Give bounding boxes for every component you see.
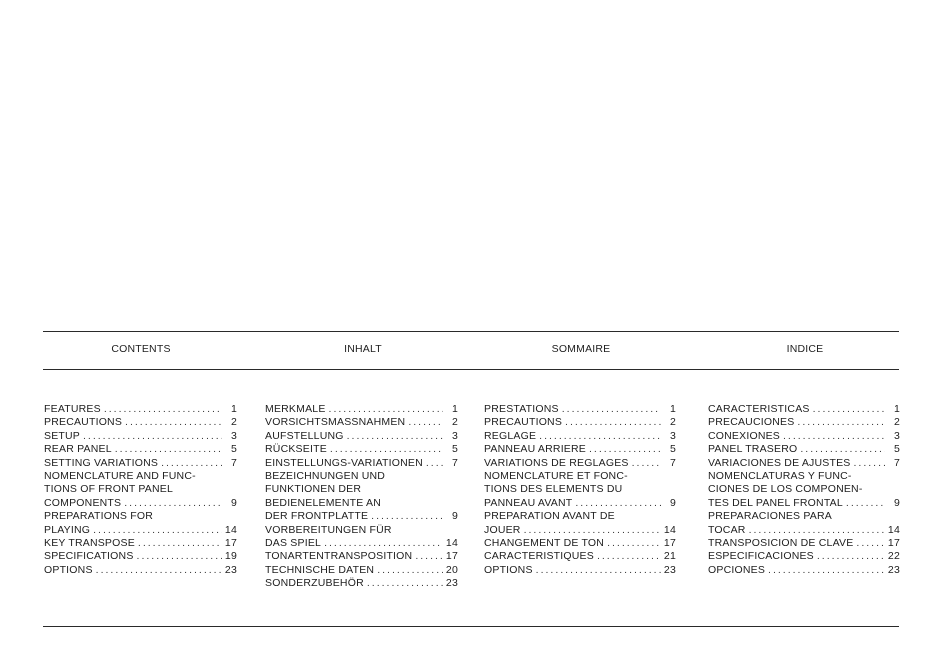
leader-dots (632, 457, 661, 470)
toc-entry (44, 430, 237, 443)
toc-entry (44, 550, 237, 563)
leader-dots (125, 416, 222, 429)
toc-entry (484, 564, 676, 577)
toc-entry (708, 524, 900, 537)
toc-entry-title: BEZEICHNUNGEN UND (265, 469, 386, 482)
toc-entry (265, 470, 458, 483)
toc-entry-page: 14 (224, 523, 237, 536)
leader-dots (539, 430, 661, 443)
leader-dots (371, 510, 443, 523)
toc-entry (484, 537, 676, 550)
leader-dots (797, 416, 885, 429)
toc-entry-title: REAR PANEL (44, 443, 112, 456)
toc-entry (708, 537, 900, 550)
leader-dots (813, 403, 885, 416)
toc-entry-title: BEDIENELEMENTE AN (265, 496, 382, 509)
leader-dots (536, 564, 661, 577)
toc-entry (484, 416, 676, 429)
toc-entry (708, 443, 900, 456)
toc-entry (484, 470, 676, 483)
toc-entry (708, 470, 900, 483)
toc-entry (484, 524, 676, 537)
leader-dots (768, 564, 885, 577)
leader-dots (575, 497, 661, 510)
toc-entry (484, 497, 676, 510)
toc-entry-title: SETUP (44, 429, 81, 442)
toc-entry-title: OPTIONS (484, 563, 533, 576)
leader-dots (347, 430, 443, 443)
leader-dots (330, 443, 443, 456)
toc-entry-title: PREPARATIONS FOR (44, 510, 153, 523)
leader-dots (524, 524, 661, 537)
leader-dots (749, 524, 885, 537)
leader-dots (854, 457, 886, 470)
toc-entry-title: PRECAUTIONS (484, 416, 563, 429)
toc-entry-page: 2 (669, 416, 676, 429)
toc-entry-title: VARIACIONES DE AJUSTES (708, 456, 851, 469)
toc-entry-title: SETTING VARIATIONS (44, 456, 159, 469)
toc-entry-title: JOUER (484, 523, 521, 536)
toc-entry (484, 550, 676, 563)
toc-entry-title: TONARTENTRANSPOSITION (265, 550, 413, 563)
leader-dots (324, 537, 443, 550)
leader-dots (562, 403, 661, 416)
leader-dots (124, 497, 222, 510)
toc-entry-title: NOMENCLATURE AND FUNC- (44, 469, 196, 482)
toc-entry-page: 3 (669, 429, 676, 442)
toc-entry (44, 403, 237, 416)
toc-entry-page: 17 (887, 536, 900, 549)
leader-dots (415, 550, 443, 563)
column-english (44, 403, 237, 577)
toc-entry-title: PANNEAU ARRIERE (484, 443, 586, 456)
toc-entry-title: PRESTATIONS (484, 403, 559, 415)
toc-entry-page: 2 (451, 416, 458, 429)
toc-entry (484, 430, 676, 443)
toc-entry (265, 564, 458, 577)
toc-entry-title: KEY TRANSPOSE (44, 536, 135, 549)
toc-entry (44, 510, 237, 523)
toc-entry-page: 23 (663, 563, 676, 576)
toc-entry-page: 9 (451, 510, 458, 523)
toc-entry (708, 510, 900, 523)
toc-entry (708, 564, 900, 577)
toc-entry-title: CARACTERISTIQUES (484, 550, 594, 563)
toc-entry-page: 3 (451, 429, 458, 442)
toc-entry-page: 1 (669, 403, 676, 415)
leader-dots (856, 537, 885, 550)
toc-entry-page: 14 (887, 523, 900, 536)
toc-entry (708, 497, 900, 510)
toc-entry-page: 1 (451, 403, 458, 415)
heading-rule (43, 369, 899, 370)
leader-dots (104, 403, 222, 416)
toc-entry-page: 9 (230, 496, 237, 509)
toc-entry-title: CIONES DE LOS COMPONEN- (708, 483, 863, 496)
toc-entry (265, 510, 458, 523)
toc-entry-page: 3 (230, 429, 237, 442)
toc-entry-page: 7 (230, 456, 237, 469)
leader-dots (589, 443, 661, 456)
column-german (265, 403, 458, 590)
toc-entry (44, 483, 237, 496)
heading-indice: INDICE (786, 343, 824, 355)
toc-entry-title: PANNEAU AVANT (484, 496, 573, 509)
toc-entry-page: 1 (230, 403, 237, 415)
toc-entry-title: RÜCKSEITE (265, 443, 327, 456)
heading-inhalt: INHALT (344, 343, 382, 355)
toc-entry (265, 497, 458, 510)
toc-entry-page: 14 (663, 523, 676, 536)
toc-entry-page: 2 (230, 416, 237, 429)
toc-entry-page: 23 (887, 563, 900, 576)
leader-dots (846, 497, 885, 510)
toc-entry-page: 14 (445, 536, 458, 549)
toc-entry-title: TIONS DES ELEMENTS DU (484, 483, 623, 496)
toc-entry (708, 550, 900, 563)
toc-entry (484, 483, 676, 496)
toc-entry (265, 430, 458, 443)
toc-entry-title: COMPONENTS (44, 496, 122, 509)
leader-dots (137, 550, 222, 563)
column-spanish (708, 403, 900, 577)
leader-dots (367, 577, 443, 590)
toc-entry-title: ESPECIFICACIONES (708, 550, 814, 563)
leader-dots (426, 457, 443, 470)
toc-entry-title: SPECIFICATIONS (44, 550, 134, 563)
toc-entry (265, 403, 458, 416)
toc-entry-page: 5 (893, 443, 900, 456)
toc-entry-page: 5 (230, 443, 237, 456)
toc-entry (44, 457, 237, 470)
toc-entry (44, 524, 237, 537)
toc-entry-title: PRECAUCIONES (708, 416, 795, 429)
toc-entry (44, 537, 237, 550)
toc-entry-page: 7 (893, 456, 900, 469)
toc-entry-title: TECHNISCHE DATEN (265, 563, 375, 576)
toc-entry-page: 20 (445, 563, 458, 576)
toc-entry-title: EINSTELLUNGS-VARIATIONEN (265, 456, 423, 469)
toc-entry-title: AUFSTELLUNG (265, 429, 344, 442)
toc-entry-page: 9 (893, 496, 900, 509)
toc-entry-title: TES DEL PANEL FRONTAL (708, 496, 843, 509)
leader-dots (377, 564, 443, 577)
leader-dots (115, 443, 222, 456)
toc-entry-title: NOMENCLATURAS Y FUNC- (708, 469, 852, 482)
toc-entry-title: PLAYING (44, 523, 91, 536)
toc-entry (708, 483, 900, 496)
toc-entry-title: OPCIONES (708, 563, 766, 576)
toc-entry-title: VORBEREITUNGEN FÜR (265, 523, 392, 536)
top-rule (43, 331, 899, 332)
toc-entry (708, 430, 900, 443)
toc-entry-page: 9 (669, 496, 676, 509)
toc-entry-title: PREPARATION AVANT DE (484, 510, 615, 523)
toc-entry-page: 17 (445, 550, 458, 563)
toc-entry-page: 5 (669, 443, 676, 456)
leader-dots (83, 430, 222, 443)
toc-entry-title: REGLAGE (484, 429, 537, 442)
toc-entry-title: PREPARACIONES PARA (708, 510, 832, 523)
toc-entry-page: 23 (445, 577, 458, 590)
leader-dots (96, 564, 222, 577)
toc-entry-title: NOMENCLATURE ET FONC- (484, 469, 628, 482)
toc-entry (265, 577, 458, 590)
toc-entry-page: 2 (893, 416, 900, 429)
toc-entry-page: 17 (663, 536, 676, 549)
leader-dots (817, 550, 885, 563)
toc-entry-page: 21 (663, 550, 676, 563)
leader-dots (408, 416, 443, 429)
leader-dots (93, 524, 222, 537)
toc-entry-page: 22 (887, 550, 900, 563)
toc-entry-title: FUNKTIONEN DER (265, 483, 362, 496)
heading-contents: CONTENTS (111, 343, 171, 355)
toc-entry-page: 5 (451, 443, 458, 456)
toc-entry (265, 550, 458, 563)
toc-entry-page: 17 (224, 536, 237, 549)
leader-dots (565, 416, 661, 429)
leader-dots (607, 537, 661, 550)
toc-entry-title: VORSICHTSMASSNAHMEN (265, 416, 406, 429)
toc-entry (265, 524, 458, 537)
toc-entry (44, 443, 237, 456)
toc-entry-title: MERKMALE (265, 403, 326, 415)
heading-sommaire: SOMMAIRE (551, 343, 611, 355)
toc-entry-title: PANEL TRASERO (708, 443, 798, 456)
toc-entry-title: TIONS OF FRONT PANEL (44, 483, 174, 496)
toc-entry-page: 7 (451, 456, 458, 469)
toc-entry (265, 537, 458, 550)
column-french (484, 403, 676, 577)
toc-entry-page: 1 (893, 403, 900, 415)
toc-entry-title: TRANSPOSICION DE CLAVE (708, 536, 854, 549)
toc-entry-title: CONEXIONES (708, 429, 781, 442)
toc-entry-title: FEATURES (44, 403, 101, 415)
leader-dots (800, 443, 885, 456)
toc-entry (265, 416, 458, 429)
leader-dots (138, 537, 222, 550)
leader-dots (783, 430, 885, 443)
leader-dots (161, 457, 222, 470)
toc-entry-page: 23 (224, 563, 237, 576)
toc-entry-title: OPTIONS (44, 563, 93, 576)
toc-entry-title: CHANGEMENT DE TON (484, 536, 605, 549)
toc-entry (265, 443, 458, 456)
toc-entry (484, 403, 676, 416)
leader-dots (597, 550, 661, 563)
toc-entry (708, 416, 900, 429)
toc-entry (708, 457, 900, 470)
toc-entry (484, 457, 676, 470)
toc-entry-page: 7 (669, 456, 676, 469)
toc-entry-title: SONDERZUBEHÖR (265, 577, 364, 590)
leader-dots (329, 403, 443, 416)
toc-entry-title: VARIATIONS DE REGLAGES (484, 456, 629, 469)
toc-entry-title: DAS SPIEL (265, 536, 322, 549)
toc-entry-page: 19 (224, 550, 237, 563)
toc-entry-title: PRECAUTIONS (44, 416, 123, 429)
toc-entry (265, 457, 458, 470)
toc-entry-page: 3 (893, 429, 900, 442)
toc-entry (484, 510, 676, 523)
toc-entry-title: CARACTERISTICAS (708, 403, 810, 415)
toc-entry-title: DER FRONTPLATTE (265, 510, 369, 523)
toc-entry (708, 403, 900, 416)
toc-entry (484, 443, 676, 456)
toc-entry-title: TOCAR (708, 523, 746, 536)
toc-entry (265, 483, 458, 496)
toc-entry (44, 416, 237, 429)
toc-entry (44, 497, 237, 510)
toc-entry (44, 470, 237, 483)
toc-entry (44, 564, 237, 577)
bottom-rule (43, 626, 899, 627)
